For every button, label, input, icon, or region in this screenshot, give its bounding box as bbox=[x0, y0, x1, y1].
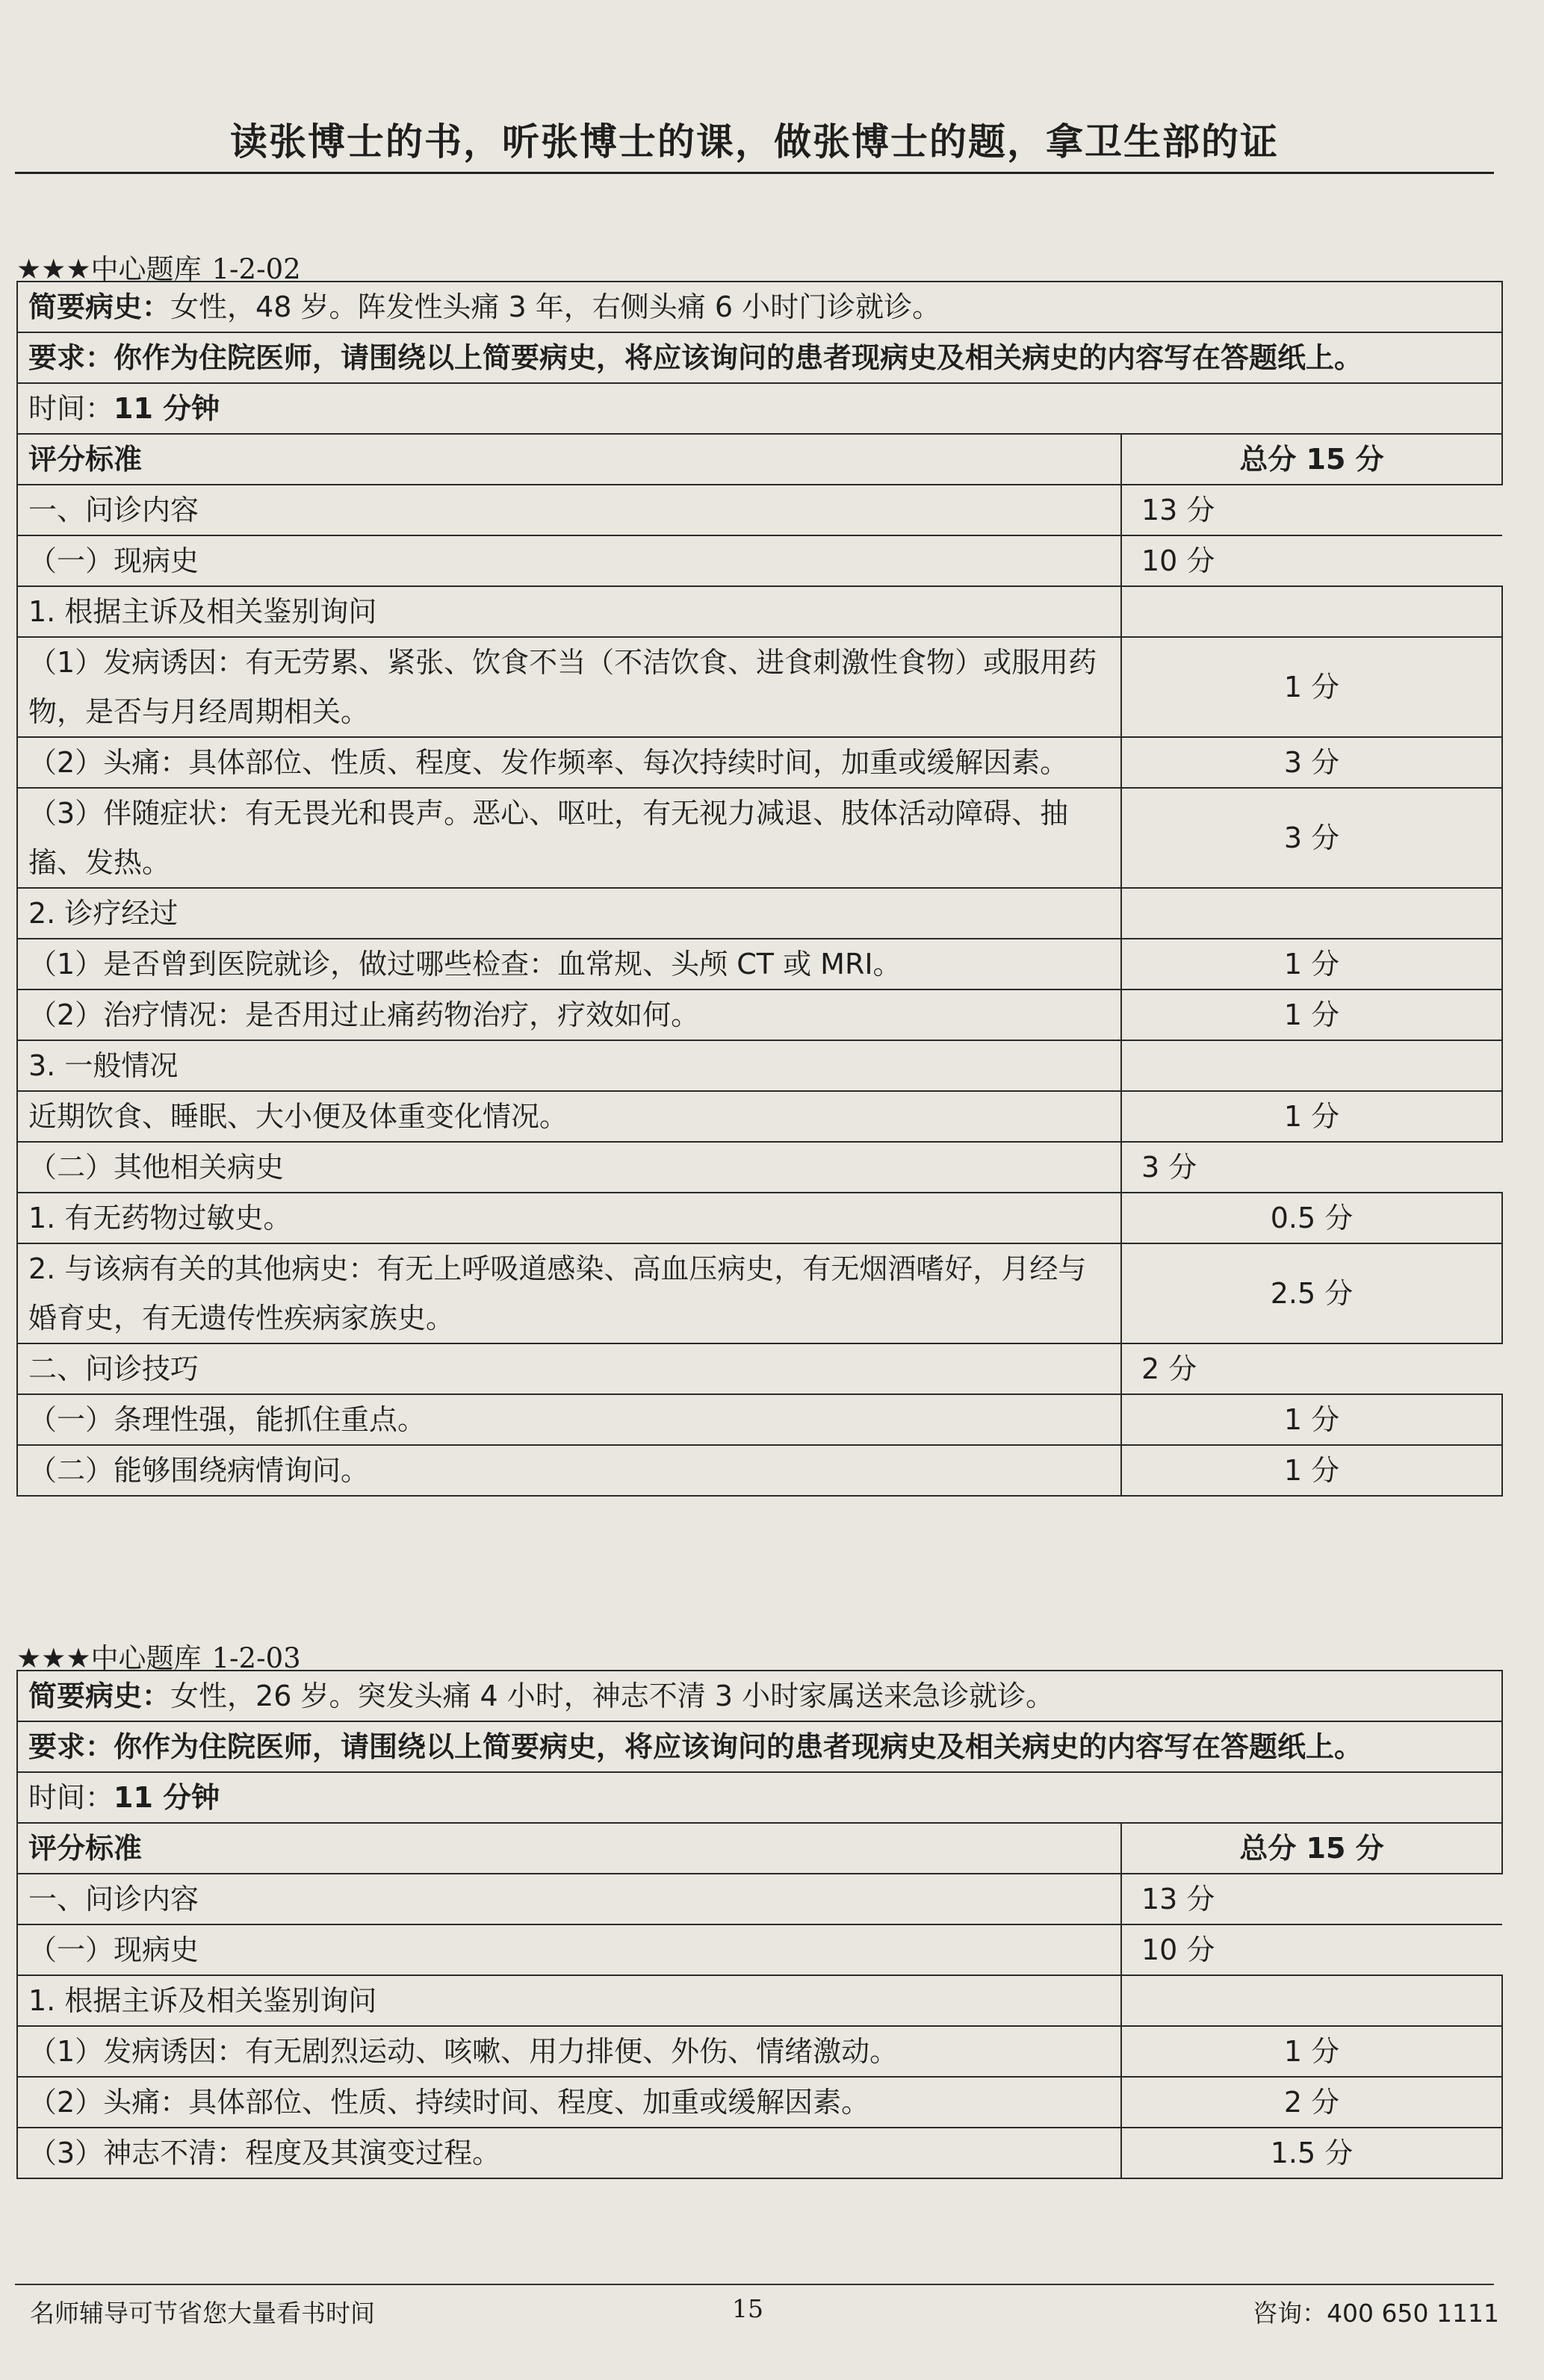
table-row bbox=[17, 485, 1502, 535]
criteria-item-score bbox=[1121, 888, 1502, 939]
criteria-item-score bbox=[1121, 586, 1502, 637]
table-row bbox=[17, 1445, 1502, 1496]
criteria-item-text: 近期饮食、睡眠、大小便及体重变化情况。 bbox=[17, 1091, 1121, 1142]
criteria-item-score: 1.5 分 bbox=[1121, 2128, 1502, 2178]
criteria-item-text: （1）发病诱因：有无剧烈运动、咳嗽、用力排便、外伤、情绪激动。 bbox=[17, 2026, 1121, 2077]
case2-criteria-row bbox=[17, 1823, 1502, 1874]
criteria-item-score: 3 分 bbox=[1121, 737, 1502, 788]
case1-history-row bbox=[17, 282, 1502, 332]
criteria-item-text: （3）伴随症状：有无畏光和畏声。恶心、呕吐，有无视力减退、肢体活动障碍、抽搐、发热。 bbox=[17, 788, 1121, 888]
criteria-item-score: 1 分 bbox=[1121, 939, 1502, 989]
footer-rule bbox=[15, 2284, 1494, 2285]
criteria-item-text: （一）现病史 bbox=[17, 535, 1121, 586]
case2-requirement-row bbox=[17, 1721, 1502, 1772]
case2-history-row bbox=[17, 1671, 1502, 1721]
case2-time-row bbox=[17, 1772, 1502, 1823]
case2-req: 你作为住院医师，请围绕以上简要病史，将应该询问的患者现病史及相关病史的内容写在答题纸上。 bbox=[114, 1730, 1363, 1763]
table-row bbox=[17, 2128, 1502, 2178]
criteria-item-text: 2. 与该病有关的其他病史：有无上呼吸道感染、高血压病史，有无烟酒嗜好，月经与婚育史，有无遗传性疾病家族史。 bbox=[17, 1243, 1121, 1343]
table-row bbox=[17, 586, 1502, 637]
table-row bbox=[17, 2077, 1502, 2128]
table-row bbox=[17, 1091, 1502, 1142]
case1-total: 总分 15 分 bbox=[1121, 434, 1502, 485]
case2-title-text: ★★★中心题库 bbox=[16, 1642, 202, 1674]
criteria-item-score: 1 分 bbox=[1121, 2026, 1502, 2077]
criteria-item-score: 3 分 bbox=[1121, 788, 1502, 888]
criteria-item-text: 1. 有无药物过敏史。 bbox=[17, 1193, 1121, 1243]
table-row bbox=[17, 1394, 1502, 1445]
case1-criteria-label: 评分标准 bbox=[17, 434, 1121, 485]
criteria-item-score: 2.5 分 bbox=[1121, 1243, 1502, 1343]
case1-requirement-row bbox=[17, 332, 1502, 383]
table-row bbox=[17, 1975, 1502, 2026]
criteria-item-text: 一、问诊内容 bbox=[17, 1874, 1121, 1924]
criteria-item-score: 1 分 bbox=[1121, 637, 1502, 737]
table-row bbox=[17, 1142, 1502, 1193]
case1-req-label: 要求： bbox=[28, 341, 114, 374]
table-row bbox=[17, 989, 1502, 1040]
criteria-item-score: 2 分 bbox=[1121, 1343, 1502, 1394]
case1-code: 1-2-02 bbox=[211, 253, 301, 285]
criteria-item-text: （2）头痛：具体部位、性质、持续时间、程度、加重或缓解因素。 bbox=[17, 2077, 1121, 2128]
criteria-item-score bbox=[1121, 1975, 1502, 2026]
table-row bbox=[17, 535, 1502, 586]
criteria-item-score: 1 分 bbox=[1121, 989, 1502, 1040]
criteria-item-text: （一）现病史 bbox=[17, 1924, 1121, 1975]
case1-title-text: ★★★中心题库 bbox=[16, 253, 202, 285]
case1-criteria-row bbox=[17, 434, 1502, 485]
table-row bbox=[17, 2026, 1502, 2077]
case1-history-label: 简要病史： bbox=[28, 290, 171, 323]
case2-code: 1-2-03 bbox=[211, 1642, 301, 1674]
case2-time: 11 分钟 bbox=[114, 1781, 220, 1814]
case1-time-row bbox=[17, 383, 1502, 434]
table-row bbox=[17, 939, 1502, 989]
criteria-item-text: （1）发病诱因：有无劳累、紧张、饮食不当（不洁饮食、进食刺激性食物）或服用药物，是否与月经周期相关。 bbox=[17, 637, 1121, 737]
criteria-item-text: （二）能够围绕病情询问。 bbox=[17, 1445, 1121, 1496]
header-rule bbox=[15, 172, 1494, 174]
criteria-item-text: （1）是否曾到医院就诊，做过哪些检查：血常规、头颅 CT 或 MRI。 bbox=[17, 939, 1121, 989]
criteria-item-score: 10 分 bbox=[1121, 1924, 1502, 1975]
criteria-item-score: 1 分 bbox=[1121, 1091, 1502, 1142]
criteria-item-score: 1 分 bbox=[1121, 1394, 1502, 1445]
criteria-item-text: （3）神志不清：程度及其演变过程。 bbox=[17, 2128, 1121, 2178]
criteria-item-text: （2）头痛：具体部位、性质、程度、发作频率、每次持续时间，加重或缓解因素。 bbox=[17, 737, 1121, 788]
criteria-item-text: 1. 根据主诉及相关鉴别询问 bbox=[17, 1975, 1121, 2026]
case1-req: 你作为住院医师，请围绕以上简要病史，将应该询问的患者现病史及相关病史的内容写在答题纸上。 bbox=[114, 341, 1363, 374]
criteria-item-text: 2. 诊疗经过 bbox=[17, 888, 1121, 939]
table-row bbox=[17, 1874, 1502, 1924]
table-row bbox=[17, 788, 1502, 888]
table-row bbox=[17, 1040, 1502, 1091]
criteria-item-text: 二、问诊技巧 bbox=[17, 1343, 1121, 1394]
footer-contact: 咨询：400 650 1111 bbox=[1253, 2299, 1499, 2328]
case1-history: 女性，48 岁。阵发性头痛 3 年，右侧头痛 6 小时门诊就诊。 bbox=[170, 290, 941, 323]
criteria-item-score: 2 分 bbox=[1121, 2077, 1502, 2128]
case2-req-label: 要求： bbox=[28, 1730, 114, 1763]
table-row bbox=[17, 1343, 1502, 1394]
case2-history: 女性，26 岁。突发头痛 4 小时，神志不清 3 小时家属送来急诊就诊。 bbox=[170, 1680, 1055, 1712]
criteria-item-text: （一）条理性强，能抓住重点。 bbox=[17, 1394, 1121, 1445]
criteria-item-text: 1. 根据主诉及相关鉴别询问 bbox=[17, 586, 1121, 637]
criteria-item-score: 3 分 bbox=[1121, 1142, 1502, 1193]
table-row bbox=[17, 1193, 1502, 1243]
criteria-item-score: 1 分 bbox=[1121, 1445, 1502, 1496]
table-row bbox=[17, 637, 1502, 737]
criteria-item-score: 13 分 bbox=[1121, 485, 1502, 535]
criteria-item-text: （二）其他相关病史 bbox=[17, 1142, 1121, 1193]
case2-total: 总分 15 分 bbox=[1121, 1823, 1502, 1874]
page-number: 15 bbox=[732, 2294, 763, 2323]
table-row bbox=[17, 888, 1502, 939]
table-row bbox=[17, 1243, 1502, 1343]
criteria-item-text: （2）治疗情况：是否用过止痛药物治疗，疗效如何。 bbox=[17, 989, 1121, 1040]
case2-table bbox=[16, 1670, 1503, 2179]
case2-criteria-label: 评分标准 bbox=[17, 1823, 1121, 1874]
case1-table bbox=[16, 281, 1503, 1497]
case2-history-label: 简要病史： bbox=[28, 1680, 171, 1712]
criteria-item-score bbox=[1121, 1040, 1502, 1091]
table-row bbox=[17, 737, 1502, 788]
case2-time-label: 时间： bbox=[28, 1781, 114, 1814]
criteria-item-score: 10 分 bbox=[1121, 535, 1502, 586]
footer-slogan: 名师辅导可节省您大量看书时间 bbox=[30, 2299, 375, 2328]
case1-time-label: 时间： bbox=[28, 392, 114, 425]
page-header: 读张博士的书，听张博士的课，做张博士的题，拿卫生部的证 bbox=[230, 119, 1279, 164]
case1-time: 11 分钟 bbox=[114, 392, 220, 425]
criteria-item-text: 3. 一般情况 bbox=[17, 1040, 1121, 1091]
table-row bbox=[17, 1924, 1502, 1975]
criteria-item-score: 0.5 分 bbox=[1121, 1193, 1502, 1243]
criteria-item-text: 一、问诊内容 bbox=[17, 485, 1121, 535]
criteria-item-score: 13 分 bbox=[1121, 1874, 1502, 1924]
